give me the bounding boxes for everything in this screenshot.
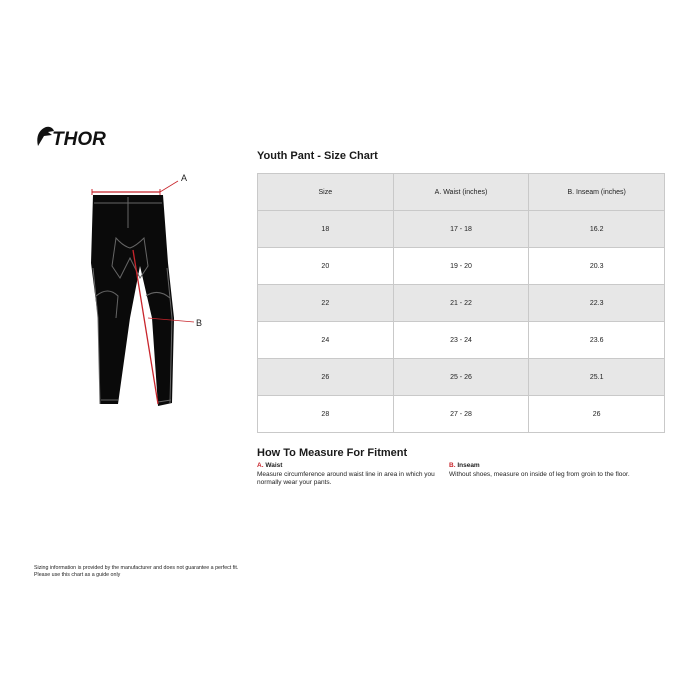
cell-inseam: 20.3 <box>529 248 665 285</box>
table-row <box>258 322 665 359</box>
chart-title: Youth Pant - Size Chart <box>257 150 378 162</box>
thor-logo <box>34 124 116 150</box>
cell-inseam: 23.6 <box>529 322 665 359</box>
cell-waist: 19 - 20 <box>393 248 529 285</box>
disclaimer-line-1: Sizing information is provided by the manufacturer and does not guarantee a perfect fit. <box>34 565 239 571</box>
inseam-name: Inseam <box>457 462 480 469</box>
cell-size: 18 <box>258 211 394 248</box>
table-row <box>258 285 665 322</box>
waist-text: Measure circumference around waist line in area in which you normally wear your pants. <box>257 470 435 486</box>
cell-size: 26 <box>258 359 394 396</box>
cell-inseam: 25.1 <box>529 359 665 396</box>
brand-wordmark: THOR <box>52 129 106 150</box>
waist-letter: A. <box>257 462 264 469</box>
cell-inseam: 26 <box>529 396 665 433</box>
disclaimer <box>34 565 264 579</box>
cell-size: 20 <box>258 248 394 285</box>
header-size: Size <box>258 174 394 211</box>
table-header-row <box>258 174 665 211</box>
size-table <box>257 173 665 433</box>
cell-waist: 17 - 18 <box>393 211 529 248</box>
inseam-text: Without shoes, measure on inside of leg from groin to the floor. <box>449 470 630 478</box>
cell-waist: 27 - 28 <box>393 396 529 433</box>
cell-size: 24 <box>258 322 394 359</box>
waist-instructions <box>257 462 447 488</box>
label-b: B <box>196 318 203 328</box>
table-row <box>258 248 665 285</box>
label-a: A <box>181 173 188 183</box>
header-waist: A. Waist (inches) <box>393 174 529 211</box>
header-inseam: B. Inseam (inches) <box>529 174 665 211</box>
measure-title: How To Measure For Fitment <box>257 447 408 459</box>
inseam-instructions <box>449 462 639 479</box>
table-row <box>258 359 665 396</box>
inseam-letter: B. <box>449 462 456 469</box>
waist-name: Waist <box>265 462 283 469</box>
cell-waist: 23 - 24 <box>393 322 529 359</box>
pant-diagram <box>78 168 218 413</box>
cell-inseam: 22.3 <box>529 285 665 322</box>
cell-size: 28 <box>258 396 394 433</box>
cell-size: 22 <box>258 285 394 322</box>
disclaimer-line-2: Please use this chart as a guide only <box>34 572 121 578</box>
table-row <box>258 211 665 248</box>
cell-waist: 21 - 22 <box>393 285 529 322</box>
cell-inseam: 16.2 <box>529 211 665 248</box>
table-row <box>258 396 665 433</box>
pant-silhouette <box>91 195 174 406</box>
cell-waist: 25 - 26 <box>393 359 529 396</box>
